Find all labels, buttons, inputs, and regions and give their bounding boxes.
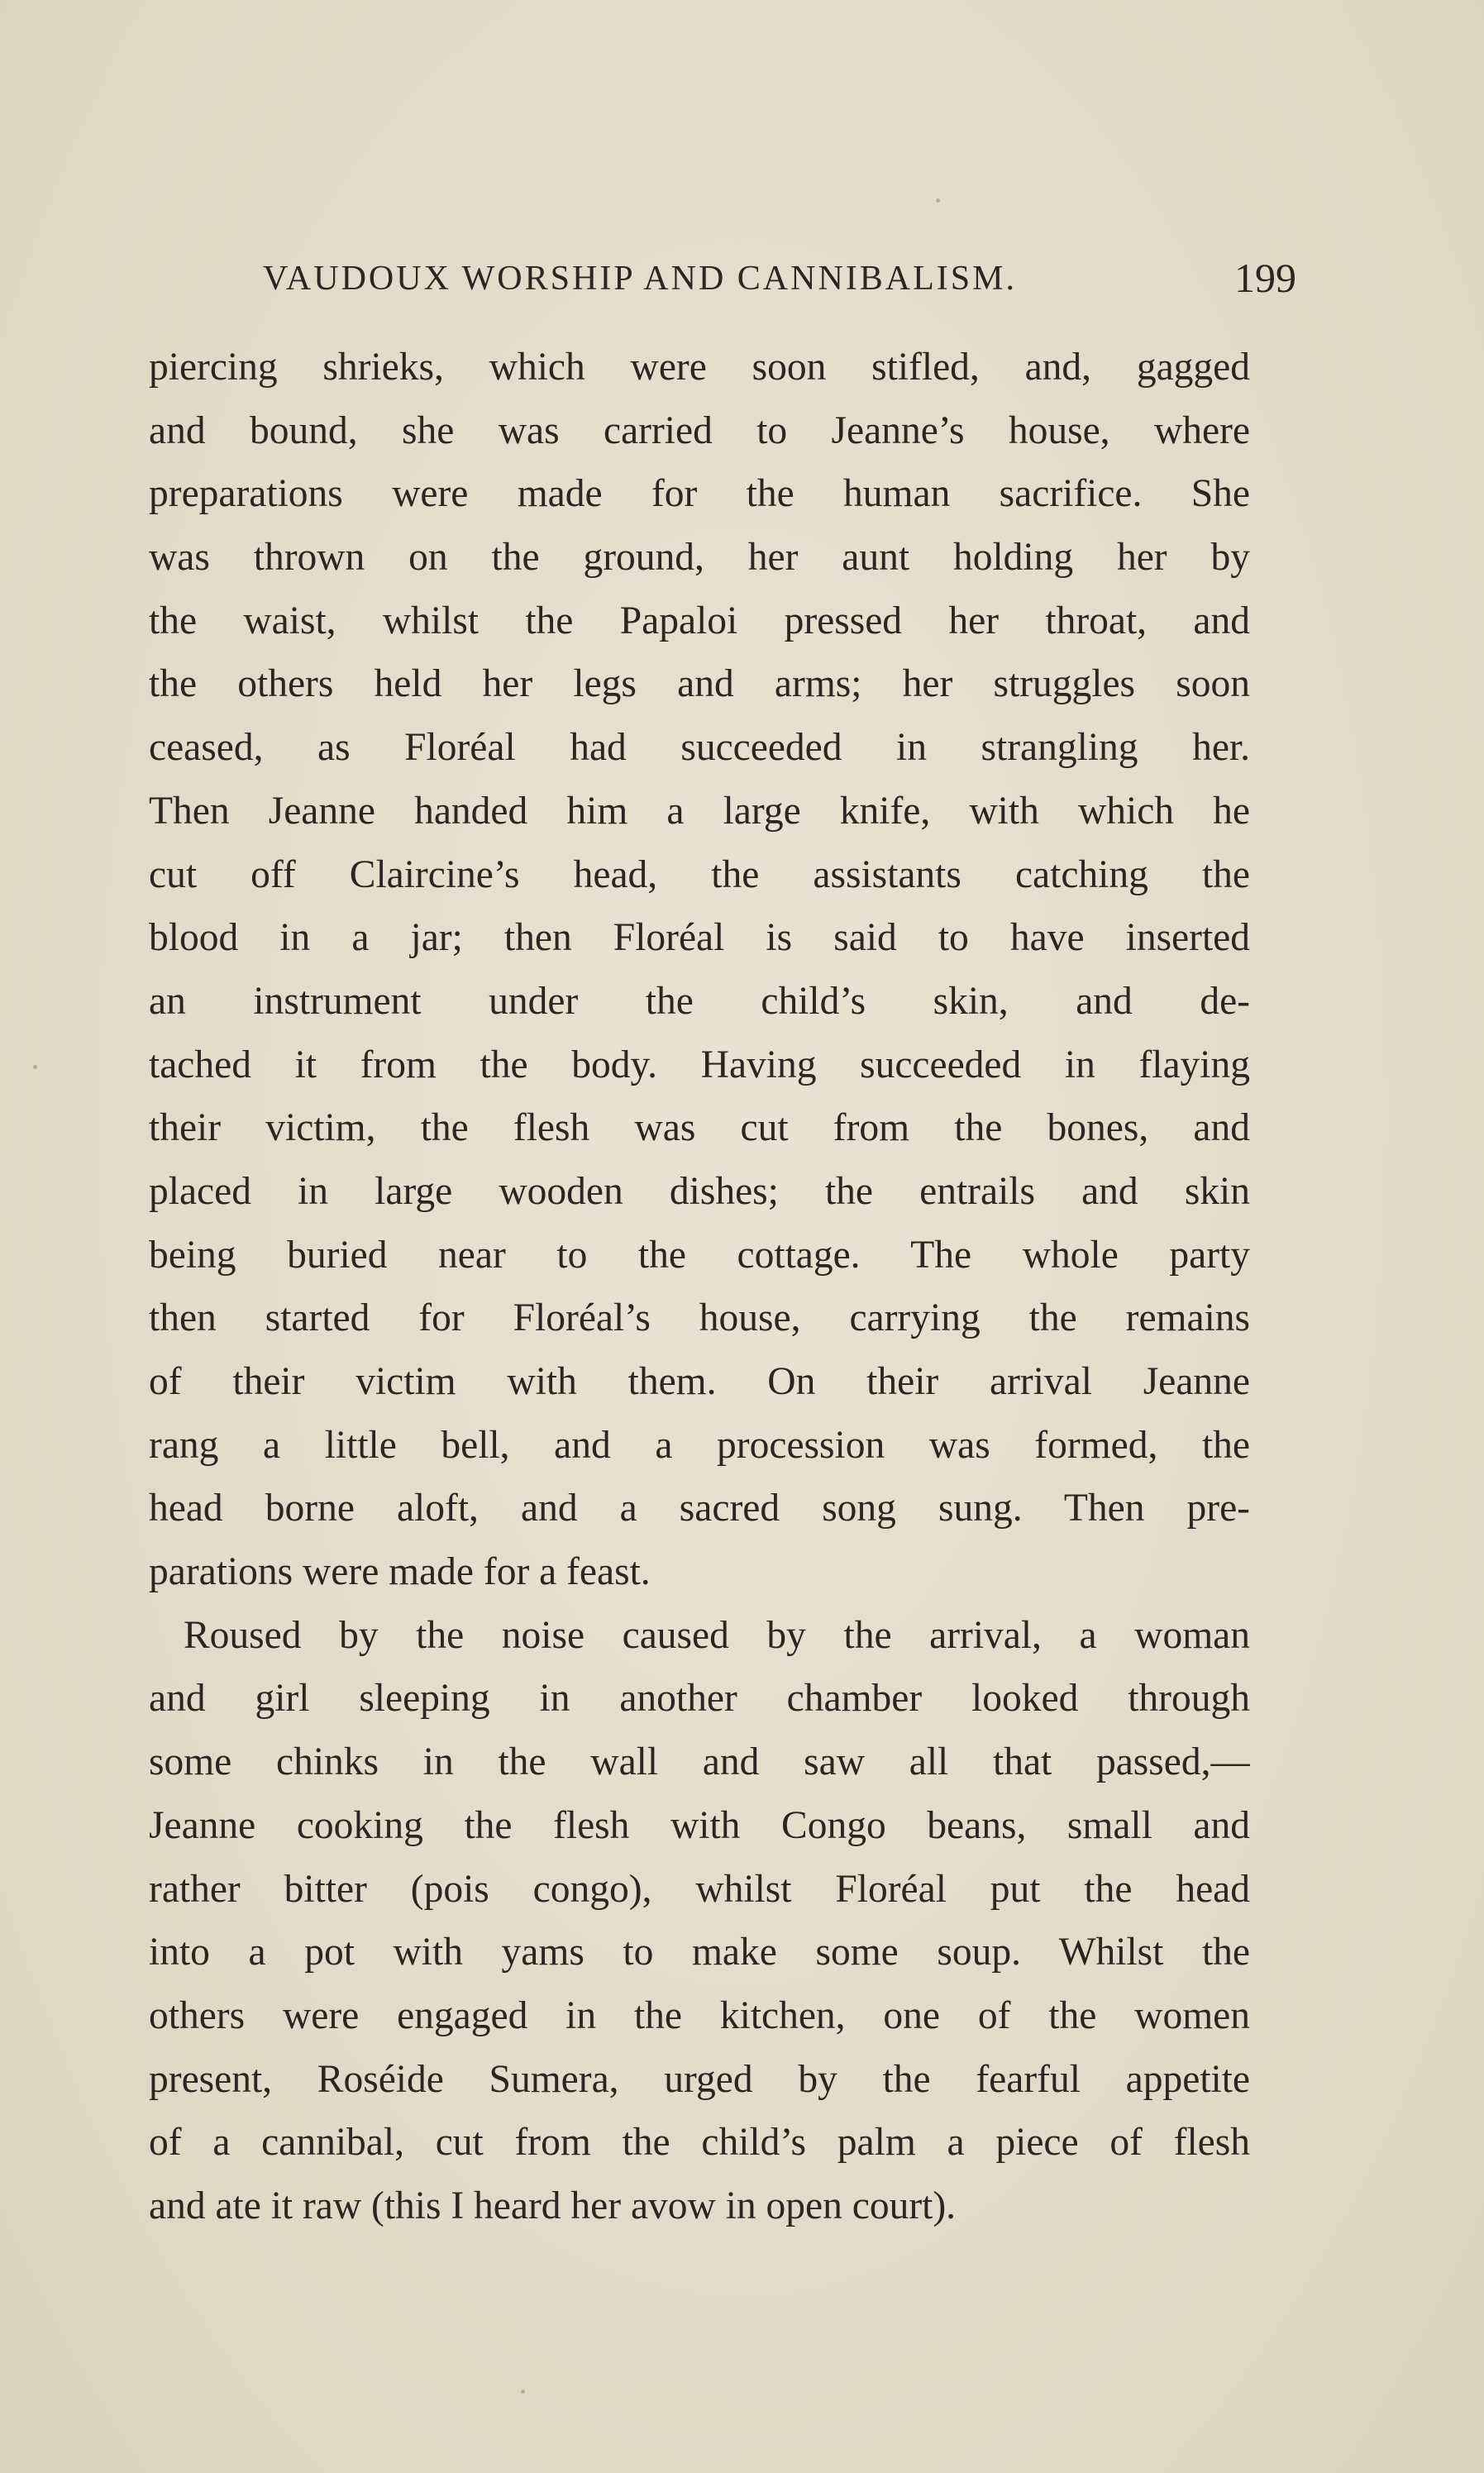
paper-speck — [521, 2389, 525, 2394]
text-line: ceased, as Floréal had succeeded in strangling her. — [149, 726, 1250, 770]
text-line: placed in large wooden dishes; the entrails and skin — [149, 1169, 1250, 1213]
text-line: preparations were made for the human sacrifice. She — [149, 472, 1250, 516]
text-line: Then Jeanne handed him a large knife, with which he — [149, 789, 1250, 833]
text-line: the others held her legs and arms; her struggles soon — [149, 662, 1250, 706]
text-line: tached it from the body. Having succeeded in flaying — [149, 1043, 1250, 1086]
text-line: present, Roséide Sumera, urged by the fearful appetite — [149, 2057, 1250, 2101]
text-line: and girl sleeping in another chamber looked through — [149, 1677, 1250, 1721]
text-line: then started for Floréal’s house, carrying the remains — [149, 1296, 1250, 1340]
text-line: parations were made for a feast. — [149, 1550, 651, 1594]
text-line: piercing shrieks, which were soon stifled, and, gagged — [149, 346, 1250, 389]
text-line: an instrument under the child’s skin, and de- — [149, 979, 1250, 1023]
text-line: and ate it raw (this I heard her avow in open court). — [149, 2184, 957, 2227]
text-line: of their victim with them. On their arrival Jeanne — [149, 1360, 1250, 1403]
text-line: some chinks in the wall and saw all that passed,— — [149, 1740, 1250, 1784]
text-line: blood in a jar; then Floréal is said to have inserted — [149, 916, 1250, 960]
text-line: the waist, whilst the Papaloi pressed her throat, and — [149, 599, 1250, 642]
text-line: was thrown on the ground, her aunt holding her by — [149, 536, 1250, 580]
text-line: Jeanne cooking the flesh with Congo beans, small and — [149, 1803, 1250, 1847]
text-line: Roused by the noise caused by the arrival, a woman — [184, 1613, 1250, 1657]
page-number: 199 — [1234, 255, 1296, 301]
running-head — [263, 252, 1296, 302]
body-text — [149, 336, 1250, 2238]
paper-speck — [936, 198, 940, 203]
text-line: of a cannibal, cut from the child’s palm a piece of flesh — [149, 2121, 1250, 2165]
running-title: VAUDOUX WORSHIP AND CANNIBALISM. — [263, 260, 1017, 298]
text-line: head borne aloft, and a sacred song sung. Then pre- — [149, 1487, 1250, 1530]
text-line: being buried near to the cottage. The whole party — [149, 1233, 1250, 1277]
text-line: and bound, she was carried to Jeanne’s house, where — [149, 408, 1250, 452]
text-line: into a pot with yams to make some soup. Whilst the — [149, 1931, 1250, 1974]
text-line: rang a little bell, and a procession was formed, the — [149, 1423, 1250, 1467]
text-line: cut off Claircine’s head, the assistants catching the — [149, 852, 1250, 896]
text-line: their victim, the flesh was cut from the bones, and — [149, 1106, 1250, 1150]
text-line: rather bitter (pois congo), whilst Floréal put the head — [149, 1867, 1250, 1911]
paper-speck — [33, 1065, 37, 1069]
text-line: others were engaged in the kitchen, one of the women — [149, 1993, 1250, 2037]
